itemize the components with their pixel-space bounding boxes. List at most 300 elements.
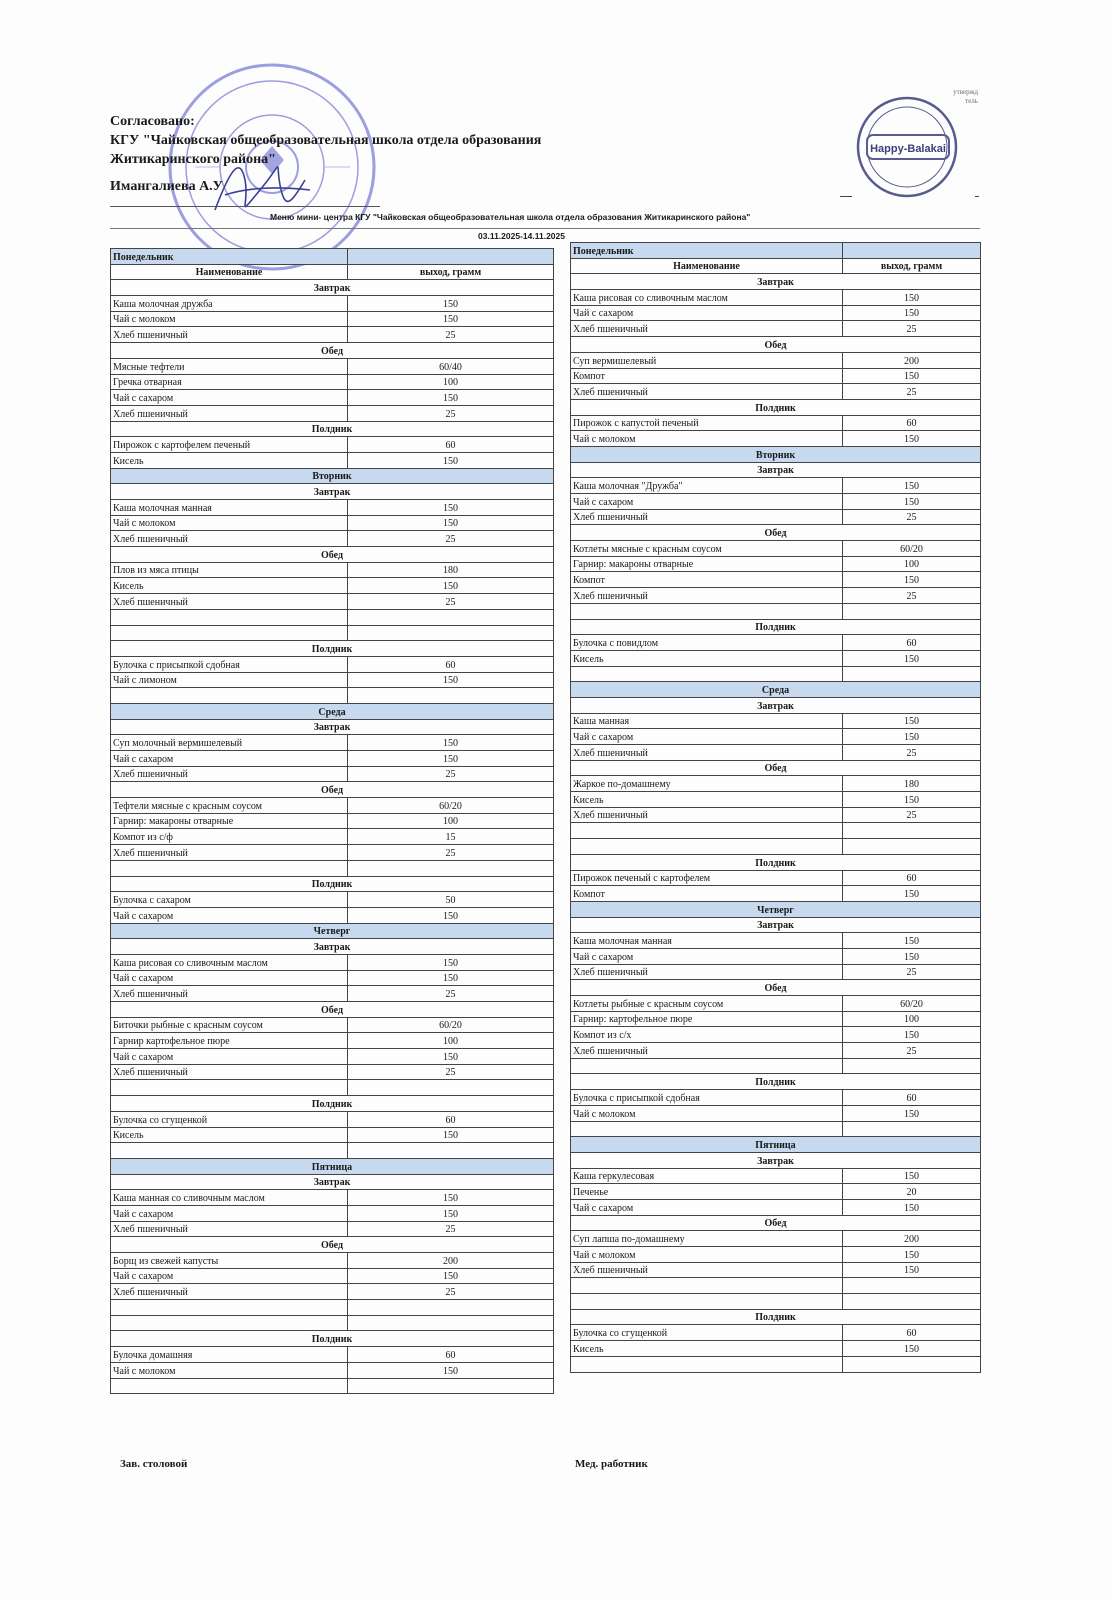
dish-qty: 150 (348, 390, 554, 406)
dish-qty: 25 (348, 1221, 554, 1237)
dish-qty: 150 (348, 1127, 554, 1143)
dish-qty: 25 (348, 405, 554, 421)
dish-name: Пирожок с капустой печеный (571, 415, 843, 431)
dish-row (111, 1268, 554, 1284)
dish-qty (843, 603, 981, 619)
meal-section-row (111, 484, 554, 500)
dish-row (111, 1253, 554, 1269)
meal-title: Полдник (571, 399, 981, 415)
meal-section-row (111, 1331, 554, 1347)
dish-qty: 25 (843, 1043, 981, 1059)
dish-qty: 150 (843, 792, 981, 808)
dish-row (111, 452, 554, 468)
day-name: Среда (111, 703, 554, 719)
dish-row (571, 886, 981, 902)
dish-name: Булочка с сахаром (111, 892, 348, 908)
dish-name: Хлеб пшеничный (111, 405, 348, 421)
dish-name: Котлеты рыбные с красным соусом (571, 996, 843, 1012)
dish-row (571, 1294, 981, 1310)
dish-qty: 25 (843, 807, 981, 823)
day-band (843, 243, 981, 259)
dish-row (111, 1300, 554, 1316)
dish-qty: 60 (348, 1111, 554, 1127)
dish-row (571, 1231, 981, 1247)
dish-qty: 200 (843, 1231, 981, 1247)
meal-section-row (111, 641, 554, 657)
meal-section-row (111, 782, 554, 798)
dish-row (571, 305, 981, 321)
dish-qty: 150 (348, 578, 554, 594)
dish-row (111, 813, 554, 829)
dish-row (111, 1049, 554, 1065)
dish-name (571, 1121, 843, 1137)
dish-name: Пирожок с картофелем печеный (111, 437, 348, 453)
dish-row (111, 735, 554, 751)
dish-row (571, 1356, 981, 1372)
dish-row (111, 1221, 554, 1237)
dish-name (111, 625, 348, 641)
day-name: Среда (571, 682, 981, 698)
meal-section-row (111, 939, 554, 955)
dish-row (571, 635, 981, 651)
dish-name: Чай с молоком (111, 1362, 348, 1378)
dish-row (111, 500, 554, 516)
dish-name: Суп вермишелевый (571, 352, 843, 368)
dish-qty: 150 (843, 1168, 981, 1184)
dish-qty: 150 (348, 735, 554, 751)
dish-qty: 150 (348, 296, 554, 312)
dish-qty: 180 (843, 776, 981, 792)
meal-section-row (571, 274, 981, 290)
dish-row (111, 1205, 554, 1221)
dish-row (571, 745, 981, 761)
dish-row (111, 1362, 554, 1378)
dish-qty: 60/20 (348, 798, 554, 814)
dish-name: Каша молочная "Дружба" (571, 478, 843, 494)
dish-qty: 180 (348, 562, 554, 578)
day-row (571, 446, 981, 462)
dish-row (111, 1064, 554, 1080)
dish-qty: 100 (843, 556, 981, 572)
dish-row (571, 713, 981, 729)
meal-title: Полдник (571, 854, 981, 870)
dish-name: Хлеб пшеничный (111, 766, 348, 782)
meal-section-row (571, 619, 981, 635)
dish-qty: 60 (348, 1347, 554, 1363)
dish-name: Чай с сахаром (111, 1049, 348, 1065)
dish-row (571, 588, 981, 604)
dish-row (571, 494, 981, 510)
dish-row (111, 531, 554, 547)
dish-name: Булочка со сгущенкой (571, 1325, 843, 1341)
day-band (348, 249, 554, 265)
meal-title: Полдник (571, 1309, 981, 1325)
dish-name: Чай с молоком (571, 1247, 843, 1263)
meal-title: Обед (111, 782, 554, 798)
meal-section-row (111, 719, 554, 735)
dish-name: Гарнир: макароны отварные (111, 813, 348, 829)
meal-title: Завтрак (571, 697, 981, 713)
dish-qty: 150 (843, 886, 981, 902)
dish-name: Каша рисовая со сливочным маслом (111, 954, 348, 970)
dish-name: Борщ из свежей капусты (111, 1253, 348, 1269)
dish-qty: 60 (843, 1090, 981, 1106)
meal-title: Обед (571, 1215, 981, 1231)
dish-row (571, 1278, 981, 1294)
dish-name: Хлеб пшеничный (571, 964, 843, 980)
dish-name: Пирожок печеный с картофелем (571, 870, 843, 886)
dish-qty: 150 (843, 1105, 981, 1121)
dish-qty: 25 (843, 509, 981, 525)
dish-row (571, 541, 981, 557)
dish-qty: 150 (348, 1049, 554, 1065)
dish-row (571, 996, 981, 1012)
dish-name: Хлеб пшеничный (111, 531, 348, 547)
dish-qty: 150 (843, 1341, 981, 1357)
dish-name (111, 1143, 348, 1159)
dish-row (111, 437, 554, 453)
dish-name: Булочка с присыпкой сдобная (571, 1090, 843, 1106)
dish-name: Чай с молоком (111, 311, 348, 327)
menu-table-week1 (110, 248, 554, 1394)
dish-qty (843, 839, 981, 855)
meal-title: Обед (111, 343, 554, 359)
footer-canteen-head: Зав. столовой (120, 1458, 188, 1470)
meal-title: Обед (111, 547, 554, 563)
dish-row (111, 829, 554, 845)
dish-row (111, 578, 554, 594)
dish-row (111, 954, 554, 970)
dish-name: Хлеб пшеничный (111, 594, 348, 610)
dish-qty: 150 (348, 907, 554, 923)
meal-section-row (111, 421, 554, 437)
dish-qty: 150 (843, 650, 981, 666)
dish-row (571, 1262, 981, 1278)
dish-name: Суп молочный вермишелевый (111, 735, 348, 751)
dish-qty (348, 1378, 554, 1394)
dish-qty: 150 (348, 452, 554, 468)
dish-name: Компот (571, 368, 843, 384)
dish-row (571, 431, 981, 447)
dish-qty (348, 860, 554, 876)
meal-section-row (571, 1309, 981, 1325)
header-qty: выход, грамм (348, 264, 554, 280)
dish-name: Каша молочная манная (111, 500, 348, 516)
dish-name (571, 839, 843, 855)
dish-qty: 150 (843, 1262, 981, 1278)
dish-name: Булочка со сгущенкой (111, 1111, 348, 1127)
day-row (111, 249, 554, 265)
dish-qty: 60 (843, 635, 981, 651)
dish-row (111, 970, 554, 986)
dish-qty: 150 (843, 933, 981, 949)
meal-title: Обед (111, 1237, 554, 1253)
signature-line (110, 206, 380, 207)
dish-row (571, 823, 981, 839)
dish-row (571, 415, 981, 431)
dish-name: Биточки рыбные с красным соусом (111, 1017, 348, 1033)
dish-name: Кисель (571, 792, 843, 808)
dish-qty: 150 (843, 494, 981, 510)
meal-title: Обед (571, 525, 981, 541)
dish-qty (843, 1121, 981, 1137)
meal-title: Завтрак (111, 719, 554, 735)
dish-row (111, 1378, 554, 1394)
dish-qty: 60 (348, 656, 554, 672)
dish-qty (348, 688, 554, 704)
dish-name: Хлеб пшеничный (571, 384, 843, 400)
dish-name: Компот (571, 886, 843, 902)
dish-name: Хлеб пшеничный (571, 1043, 843, 1059)
dish-qty: 150 (843, 431, 981, 447)
dish-row (571, 1199, 981, 1215)
dish-qty: 150 (348, 515, 554, 531)
dish-row (111, 1315, 554, 1331)
day-row (571, 682, 981, 698)
dish-name: Каша молочная манная (571, 933, 843, 949)
dish-row (571, 290, 981, 306)
dish-qty (348, 1315, 554, 1331)
dish-name: Хлеб пшеничный (571, 509, 843, 525)
dish-name (111, 860, 348, 876)
meal-section-row (571, 525, 981, 541)
meal-section-row (111, 280, 554, 296)
dish-name: Хлеб пшеничный (111, 1284, 348, 1300)
dish-name (571, 1058, 843, 1074)
dish-name: Булочка домашняя (111, 1347, 348, 1363)
meal-title: Полдник (111, 1331, 554, 1347)
dish-name: Булочка с повидлом (571, 635, 843, 651)
dish-row (111, 986, 554, 1002)
dish-row (571, 1011, 981, 1027)
header-row (571, 258, 981, 274)
dish-row (571, 1341, 981, 1357)
dish-qty: 200 (843, 352, 981, 368)
dish-qty (348, 625, 554, 641)
menu-period: 03.11.2025-14.11.2025 (478, 231, 565, 241)
dish-row (111, 1080, 554, 1096)
dish-qty: 150 (843, 305, 981, 321)
dish-row (111, 1347, 554, 1363)
meal-section-row (111, 1096, 554, 1112)
stamp-right-text: Happy-Balakai (870, 143, 946, 155)
dish-row (571, 1184, 981, 1200)
dish-qty (843, 1058, 981, 1074)
dish-row (111, 672, 554, 688)
dish-qty: 200 (348, 1253, 554, 1269)
dish-qty: 150 (843, 478, 981, 494)
dish-row (571, 572, 981, 588)
dish-row (111, 656, 554, 672)
day-row (111, 468, 554, 484)
dish-qty: 60/20 (843, 996, 981, 1012)
dish-name: Чай с сахаром (571, 948, 843, 964)
dish-name (571, 603, 843, 619)
dish-row (111, 766, 554, 782)
dish-row (111, 1143, 554, 1159)
dish-qty (843, 823, 981, 839)
dish-qty: 150 (348, 1268, 554, 1284)
dish-row (571, 666, 981, 682)
meal-section-row (571, 980, 981, 996)
dish-name (111, 688, 348, 704)
meal-title: Завтрак (571, 917, 981, 933)
dish-qty (348, 1300, 554, 1316)
dash-line (840, 196, 852, 197)
dish-row (111, 1111, 554, 1127)
dish-name (571, 1278, 843, 1294)
dish-qty: 150 (348, 970, 554, 986)
dish-name: Котлеты мясные с красным соусом (571, 541, 843, 557)
dish-name: Чай с сахаром (111, 970, 348, 986)
dish-name: Каша манная со сливочным маслом (111, 1190, 348, 1206)
kindergarten-stamp (855, 95, 960, 200)
dish-qty: 60/20 (843, 541, 981, 557)
dish-qty (348, 1080, 554, 1096)
dish-name: Кисель (111, 578, 348, 594)
dish-name: Чай с сахаром (571, 305, 843, 321)
dish-row (111, 1284, 554, 1300)
dish-name: Булочка с присыпкой сдобная (111, 656, 348, 672)
dish-row (571, 729, 981, 745)
dish-qty: 25 (843, 588, 981, 604)
dish-row (571, 509, 981, 525)
meal-section-row (571, 917, 981, 933)
dish-row (571, 1090, 981, 1106)
dish-qty (348, 1143, 554, 1159)
dish-row (571, 1168, 981, 1184)
dish-qty (348, 609, 554, 625)
meal-title: Полдник (111, 641, 554, 657)
dish-qty: 60/40 (348, 358, 554, 374)
dish-row (111, 625, 554, 641)
meal-section-row (571, 854, 981, 870)
day-name: Пятница (111, 1158, 554, 1174)
day-row (571, 1137, 981, 1153)
dish-name: Компот из с/х (571, 1027, 843, 1043)
dish-qty: 60 (843, 415, 981, 431)
dish-qty: 150 (348, 1362, 554, 1378)
dish-name: Чай с сахаром (111, 390, 348, 406)
dish-name: Мясные тефтели (111, 358, 348, 374)
dish-qty: 15 (348, 829, 554, 845)
dish-row (111, 1033, 554, 1049)
dish-name (571, 1294, 843, 1310)
day-name: Понедельник (111, 249, 348, 265)
dish-qty: 25 (348, 766, 554, 782)
menu-table-week2 (570, 242, 981, 1373)
dish-qty (843, 666, 981, 682)
dish-qty: 150 (843, 1027, 981, 1043)
footer-medical-worker: Мед. работник (575, 1458, 648, 1470)
dish-name: Чай с молоком (571, 431, 843, 447)
approval-signer: Имангалиева А.У (110, 179, 223, 194)
dish-name: Хлеб пшеничный (571, 1262, 843, 1278)
meal-title: Завтрак (571, 274, 981, 290)
day-name: Вторник (111, 468, 554, 484)
dish-row (571, 870, 981, 886)
dish-row (571, 1121, 981, 1137)
day-name: Понедельник (571, 243, 843, 259)
dish-name: Каша геркулесовая (571, 1168, 843, 1184)
meal-title: Полдник (111, 1096, 554, 1112)
dish-name: Гарнир: картофельное пюре (571, 1011, 843, 1027)
dish-name: Чай с сахаром (111, 751, 348, 767)
day-row (571, 901, 981, 917)
dish-row (571, 556, 981, 572)
menu-title: Меню мини- центра КГУ "Чайковская общеобразовательная школа отдела образования Житикаринского района" (270, 212, 751, 222)
dish-name (571, 666, 843, 682)
dish-name: Хлеб пшеничный (111, 845, 348, 861)
meal-section-row (571, 697, 981, 713)
dish-row (111, 594, 554, 610)
corner-note: утвержд тель (953, 88, 978, 105)
dish-name: Хлеб пшеничный (111, 327, 348, 343)
dish-name: Печенье (571, 1184, 843, 1200)
dish-name: Хлеб пшеничный (111, 986, 348, 1002)
dish-row (571, 776, 981, 792)
dish-row (571, 964, 981, 980)
dish-name: Хлеб пшеничный (571, 321, 843, 337)
dish-qty: 150 (348, 500, 554, 516)
dish-qty: 100 (348, 813, 554, 829)
dish-row (111, 296, 554, 312)
dish-row (571, 1027, 981, 1043)
dish-name (111, 609, 348, 625)
dish-row (111, 751, 554, 767)
meal-title: Полдник (571, 1074, 981, 1090)
dish-qty: 150 (843, 1247, 981, 1263)
dish-qty: 150 (843, 1199, 981, 1215)
dish-qty: 150 (843, 729, 981, 745)
meal-title: Завтрак (111, 484, 554, 500)
dish-row (571, 948, 981, 964)
meal-title: Обед (571, 980, 981, 996)
dish-qty: 150 (348, 311, 554, 327)
dish-qty (843, 1294, 981, 1310)
dish-qty: 60/20 (348, 1017, 554, 1033)
dish-row (111, 374, 554, 390)
dish-qty: 150 (843, 572, 981, 588)
dish-name: Суп лапша по-домашнему (571, 1231, 843, 1247)
dish-qty: 25 (843, 321, 981, 337)
dish-name: Хлеб пшеничный (571, 807, 843, 823)
dish-name: Гарнир: макароны отварные (571, 556, 843, 572)
meal-title: Полдник (571, 619, 981, 635)
dish-name: Кисель (111, 1127, 348, 1143)
dish-row (111, 327, 554, 343)
dish-row (111, 609, 554, 625)
dish-name: Хлеб пшеничный (111, 1064, 348, 1080)
dish-name: Каша манная (571, 713, 843, 729)
approval-block (110, 112, 541, 196)
dish-name: Гречка отварная (111, 374, 348, 390)
meal-section-row (111, 1174, 554, 1190)
dish-name: Чай с сахаром (571, 1199, 843, 1215)
meal-title: Завтрак (111, 1174, 554, 1190)
dish-name (571, 1356, 843, 1372)
meal-title: Полдник (111, 876, 554, 892)
dish-row (111, 1190, 554, 1206)
dish-name (111, 1080, 348, 1096)
dish-qty: 25 (843, 384, 981, 400)
dish-qty: 50 (348, 892, 554, 908)
meal-section-row (571, 399, 981, 415)
meal-section-row (571, 1152, 981, 1168)
dish-name: Кисель (571, 650, 843, 666)
dish-name: Кисель (111, 452, 348, 468)
dish-row (571, 368, 981, 384)
